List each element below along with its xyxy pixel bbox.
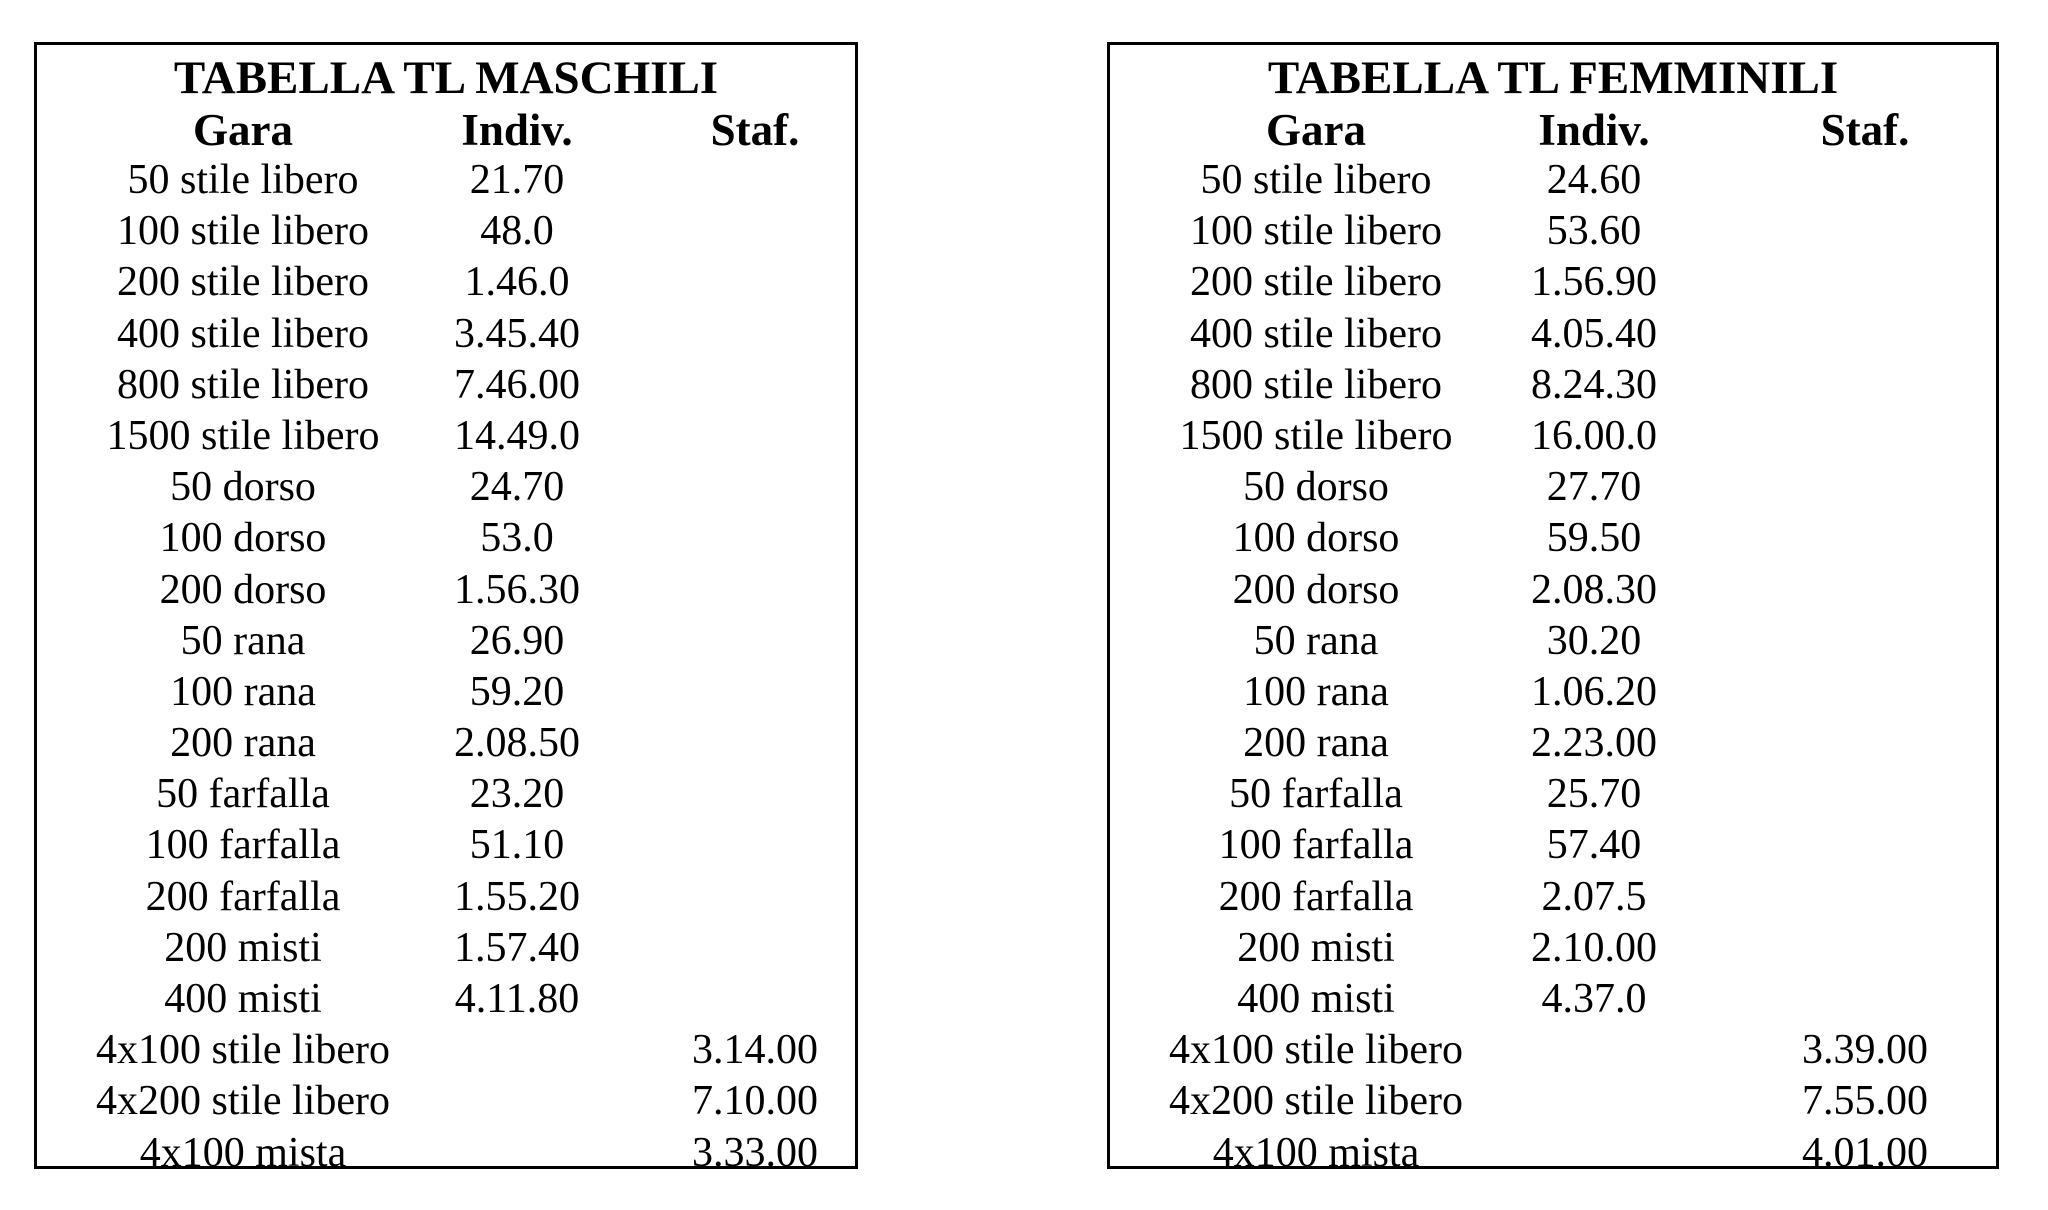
table-row (1110, 667, 1996, 718)
table-row (1110, 411, 1996, 462)
table-row (37, 513, 855, 564)
cell-indiv: 24.70 (469, 464, 565, 511)
cell-gara: 1500 stile libero (106, 412, 380, 459)
cell-gara: 4x100 stile libero (96, 1027, 390, 1074)
table-row (1110, 1025, 1996, 1076)
header-indiv: Indiv. (1538, 105, 1650, 155)
cell-indiv: 16.00.0 (1531, 412, 1657, 459)
cell-gara: 200 stile libero (117, 259, 369, 306)
table-row (37, 1076, 855, 1127)
cell-gara: 50 dorso (170, 464, 316, 511)
cell-gara: 400 stile libero (1190, 310, 1442, 357)
cell-indiv: 1.57.40 (454, 924, 580, 971)
cell-gara: 50 rana (180, 617, 306, 664)
cell-indiv: 59.50 (1546, 515, 1642, 562)
cell-staf: 7.55.00 (1802, 1078, 1928, 1125)
table-row (1110, 769, 1996, 820)
header-indiv: Indiv. (461, 105, 573, 155)
cell-indiv: 4.05.40 (1531, 310, 1657, 357)
cell-indiv: 1.55.20 (454, 873, 580, 920)
cell-gara: 100 farfalla (145, 822, 341, 869)
cell-gara: 200 farfalla (1218, 873, 1414, 920)
cell-indiv: 30.20 (1546, 617, 1642, 664)
table-row (37, 257, 855, 308)
table-maschili (34, 42, 858, 1176)
cell-gara: 200 misti (164, 924, 322, 971)
table-row (37, 872, 855, 923)
cell-gara: 400 misti (1237, 976, 1395, 1022)
table-row (37, 923, 855, 974)
table-row (1110, 616, 1996, 667)
table-row (1110, 257, 1996, 308)
cell-gara: 100 stile libero (117, 208, 369, 255)
cell-indiv: 2.07.5 (1541, 873, 1647, 920)
cell-indiv: 59.20 (469, 668, 565, 715)
table-row (37, 667, 855, 718)
cell-indiv: 2.08.50 (454, 720, 580, 767)
table-row (1110, 1076, 1996, 1127)
cell-indiv: 4.11.80 (454, 976, 580, 1022)
cell-indiv: 2.10.00 (1531, 924, 1657, 971)
cell-indiv: 8.24.30 (1531, 361, 1657, 408)
cell-gara: 200 dorso (159, 566, 327, 613)
table-row (1110, 820, 1996, 871)
table-row (37, 1025, 855, 1076)
header-gara: Gara (193, 105, 293, 155)
cell-gara: 200 dorso (1232, 566, 1400, 613)
table-row (1110, 206, 1996, 257)
cell-gara: 400 stile libero (117, 310, 369, 357)
cell-indiv: 1.46.0 (464, 259, 570, 306)
cell-gara: 100 farfalla (1218, 822, 1414, 869)
table-row (37, 206, 855, 257)
table-row (37, 462, 855, 513)
cell-gara: 400 misti (164, 976, 322, 1022)
cell-gara: 100 rana (1243, 668, 1389, 715)
cell-gara: 4x200 stile libero (1169, 1078, 1463, 1125)
cell-indiv: 21.70 (469, 157, 565, 203)
cell-gara: 4x100 mista (1212, 1129, 1420, 1176)
table-row (37, 411, 855, 462)
table-title: TABELLA TL MASCHILI (173, 52, 719, 104)
table-row (1110, 462, 1996, 513)
header-staf: Staf. (1820, 105, 1910, 155)
cell-staf: 3.14.00 (692, 1027, 818, 1074)
table-row (37, 974, 855, 1025)
cell-gara: 4x100 stile libero (1169, 1027, 1463, 1074)
cell-staf: 3.33.00 (692, 1129, 818, 1176)
table-row (37, 565, 855, 616)
cell-indiv: 14.49.0 (454, 412, 580, 459)
cell-staf: 7.10.00 (692, 1078, 818, 1125)
cell-gara: 4x200 stile libero (96, 1078, 390, 1125)
header-staf: Staf. (710, 105, 800, 155)
cell-gara: 200 rana (1243, 720, 1389, 767)
cell-gara: 200 stile libero (1190, 259, 1442, 306)
cell-gara: 200 misti (1237, 924, 1395, 971)
cell-gara: 1500 stile libero (1179, 412, 1453, 459)
cell-indiv: 24.60 (1546, 157, 1642, 203)
cell-indiv: 26.90 (469, 617, 565, 664)
cell-gara: 50 dorso (1243, 464, 1389, 511)
table-row (1110, 513, 1996, 564)
table-title: TABELLA TL FEMMINILI (1267, 52, 1839, 104)
cell-indiv: 3.45.40 (454, 310, 580, 357)
cell-indiv: 2.08.30 (1531, 566, 1657, 613)
table-row (37, 1128, 855, 1179)
table-row (37, 769, 855, 820)
cell-indiv: 51.10 (469, 822, 565, 869)
cell-gara: 50 farfalla (156, 771, 330, 818)
table-row (1110, 872, 1996, 923)
table-row (37, 616, 855, 667)
table-row (1110, 718, 1996, 769)
cell-indiv: 23.20 (469, 771, 565, 818)
cell-indiv: 57.40 (1546, 822, 1642, 869)
table-body (1110, 155, 1996, 1179)
cell-indiv: 53.0 (480, 515, 554, 562)
cell-gara: 200 rana (170, 720, 316, 767)
table-row (37, 155, 855, 206)
cell-indiv: 2.23.00 (1531, 720, 1657, 767)
header-gara: Gara (1266, 105, 1366, 155)
cell-staf: 4.01.00 (1802, 1129, 1928, 1176)
cell-indiv: 7.46.00 (454, 361, 580, 408)
table-row (37, 360, 855, 411)
cell-indiv: 25.70 (1546, 771, 1642, 818)
table-femminili (1107, 42, 1999, 1176)
cell-indiv: 1.56.30 (454, 566, 580, 613)
cell-indiv: 48.0 (480, 208, 554, 255)
cell-gara: 50 farfalla (1229, 771, 1403, 818)
cell-gara: 100 stile libero (1190, 208, 1442, 255)
table-row (37, 309, 855, 360)
cell-indiv: 27.70 (1546, 464, 1642, 511)
cell-gara: 200 farfalla (145, 873, 341, 920)
table-row (1110, 155, 1996, 206)
table-body (37, 155, 855, 1179)
table-row (37, 820, 855, 871)
table-row (1110, 1128, 1996, 1179)
table-row (1110, 360, 1996, 411)
cell-staf: 3.39.00 (1802, 1027, 1928, 1074)
cell-gara: 50 stile libero (127, 157, 359, 203)
cell-gara: 100 dorso (1232, 515, 1400, 562)
cell-gara: 4x100 mista (139, 1129, 347, 1176)
cell-gara: 800 stile libero (1190, 361, 1442, 408)
cell-indiv: 1.06.20 (1531, 668, 1657, 715)
table-row (37, 718, 855, 769)
cell-gara: 100 dorso (159, 515, 327, 562)
table-header-row (1110, 105, 1996, 155)
cell-indiv: 53.60 (1546, 208, 1642, 255)
cell-gara: 50 stile libero (1200, 157, 1432, 203)
table-row (1110, 974, 1996, 1025)
table-row (1110, 923, 1996, 974)
cell-indiv: 4.37.0 (1541, 976, 1647, 1022)
cell-gara: 800 stile libero (117, 361, 369, 408)
cell-gara: 100 rana (170, 668, 316, 715)
table-row (1110, 309, 1996, 360)
cell-gara: 50 rana (1253, 617, 1379, 664)
cell-indiv: 1.56.90 (1531, 259, 1657, 306)
table-row (1110, 565, 1996, 616)
table-header-row (37, 105, 855, 155)
